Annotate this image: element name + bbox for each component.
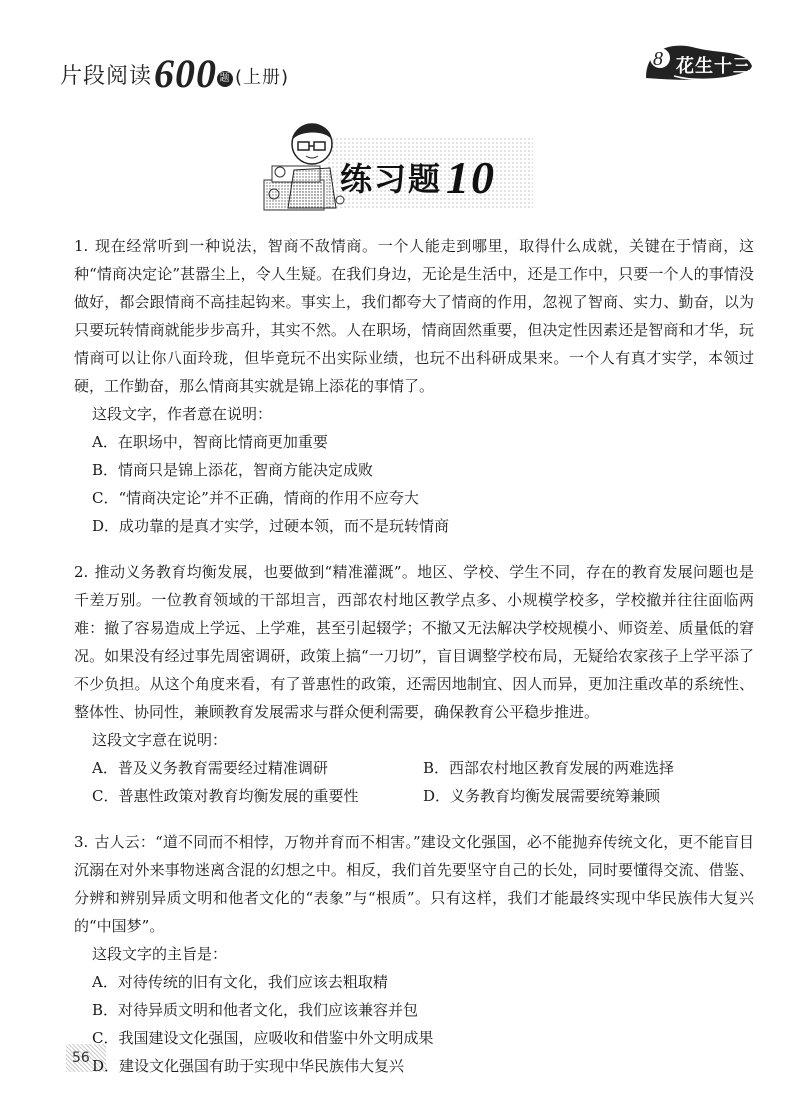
question-number: 1. [74,237,89,255]
svg-text:8: 8 [653,48,663,70]
book-title-badge: 题 [217,71,233,87]
question-3 [74,828,754,1080]
question-stem [74,558,754,726]
option-a: A．普及义务教育需要经过精准调研 [92,759,328,777]
option-a: A．在职场中，智商比情商更加重要 [92,433,328,451]
option-row [74,754,754,782]
question-prompt: 这段文字意在说明： [92,731,228,749]
book-title [60,46,290,96]
question-stem [74,828,754,940]
question-text: 古人云：“道不同而不相悖，万物并育而不相害。”建设文化强国，必不能抛弃传统文化，更不能盲目沉溺在对外来事物迷离含混的幻想之中。相反，我们首先要坚守自己的长处，同时要懂得交流、借鉴、分辨和辨别异质文明和他者文化的“表象”与“根质”。只有这样，我们才能最终实现中华民族伟大复兴的“中国梦”。 [74,833,754,935]
question-stem [74,232,754,400]
question-2 [74,558,754,810]
exercise-title [340,148,496,201]
book-title-prefix: 片段阅读 [60,64,153,89]
page-number: 56 [72,1050,90,1066]
question-text: 现在经常听到一种说法，智商不敌情商。一个人能走到哪里，取得什么成就，关键在于情商，这种“情商决定论”甚嚣尘上，令人生疑。在我们身边，无论是生活中，还是工作中，只要一个人的事情没做好，都会跟情商不高挂起钩来。事实上，我们都夸大了情商的作用，忽视了智商、实力、勤奋，以为只要玩转情商就能步步高升，其实不然。人在职场，情商固然重要，但决定性因素还是智商和才华，玩情商可以让你八面玲珑，但毕竟玩不出实际业绩，也玩不出科研成果来。一个人有真才实学，本领过硬，工作勤奋，那么情商其实就是锦上添花的事情了。 [74,237,754,395]
option-row [74,782,754,810]
option-a: A．对待传统的旧有文化，我们应该去粗取精 [92,973,388,991]
book-volume: (上册) [235,67,290,88]
option-d: D．义务教育均衡发展需要统筹兼顾 [423,787,661,805]
option-c: C．我国建设文化强国，应吸收和借鉴中外文明成果 [92,1029,434,1047]
question-number: 2. [74,563,89,581]
option-c: C．普惠性政策对教育均衡发展的重要性 [92,787,359,805]
book-title-number: 600 [154,51,218,96]
logo-text: 花生十三 [676,56,752,77]
questions-container [74,232,754,1098]
option-b: B．对待异质文明和他者文化，我们应该兼容并包 [92,1001,419,1019]
question-1 [74,232,754,540]
exercise-number: 10 [446,152,497,203]
option-b: B．情商只是锦上添花，智商方能决定成败 [92,461,374,479]
option-d: D．成功靠的是真才实学，过硬本领，而不是玩转情商 [92,517,450,535]
option-b: B．西部农村地区教育发展的两难选择 [423,759,675,777]
option-d: D．建设文化强国有助于实现中华民族伟大复兴 [92,1057,405,1075]
page-header [0,0,800,110]
question-prompt: 这段文字的主旨是： [92,945,228,963]
exercise-title-text: 练习题 [340,160,443,198]
publisher-logo [636,36,756,86]
question-prompt: 这段文字，作者意在说明： [92,405,273,423]
question-number: 3. [74,833,89,851]
question-text: 推动义务教育均衡发展，也要做到“精准灌溉”。地区、学校、学生不同，存在的教育发展问题也是千差万别。一位教育领域的干部坦言，西部农村地区教学点多、小规模学校多，学校撤并往往面临两难：撤了容易造成上学远、上学难，甚至引起辍学；不撤又无法解决学校规模小、师资差、质量低的窘况。如果没有经过事先周密调研，政策上搞“一刀切”，盲目调整学校布局，无疑给农家孩子上学平添了不少负担。从这个角度来看，有了普惠性的政策，还需因地制宜、因人而异，更加注重改革的系统性、整体性、协同性，兼顾教育发展需求与群众便利需要，确保教育公平稳步推进。 [74,563,754,721]
option-c: C．“情商决定论”并不正确，情商的作用不应夸大 [92,489,419,507]
